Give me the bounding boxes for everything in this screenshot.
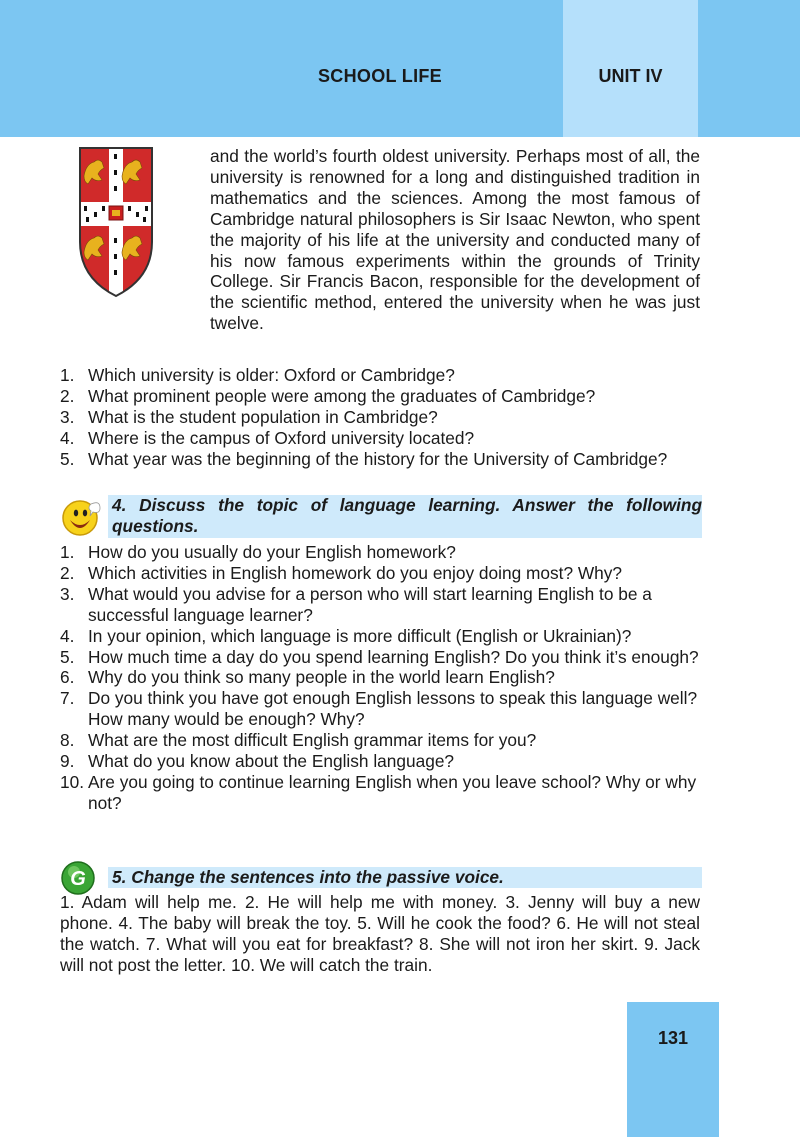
item-number: 2. [60, 562, 75, 583]
item-text: Which university is older: Oxford or Cambridge? [88, 365, 455, 385]
item-text: Are you going to continue learning English when you leave school? Why or why not? [88, 771, 697, 813]
item-number: 4. [60, 625, 75, 646]
list-item [60, 730, 700, 751]
grammar-g-icon [60, 860, 96, 896]
item-number: 6. [60, 667, 75, 688]
list-item [60, 647, 700, 668]
list-item [60, 626, 700, 647]
g-letter: G [70, 868, 86, 890]
item-number: 1. [60, 365, 75, 385]
list-item [60, 584, 700, 626]
list-item [60, 563, 700, 584]
list-item [60, 772, 700, 814]
passive-voice-sentences: 1. Adam will help me. 2. He will help me with money. 3. Jenny will buy a new phone. 4. The baby will break the toy. 5. Will he cook the food? 6. He will not steal the watch. 7. What will you eat for breakfast? 8. She will not iron her skirt. 9. Jack will not post the letter. 10. We will catch the train. [60, 892, 700, 975]
item-text: What prominent people were among the graduates of Cambridge? [88, 385, 596, 406]
item-text: Do you think you have got enough English lessons to speak this language well? How many would be enough? Why? [88, 688, 698, 730]
smiley-talk-icon [60, 496, 102, 538]
unit-tab [563, 0, 698, 137]
list-item [60, 365, 700, 386]
item-number: 3. [60, 583, 75, 604]
list-item [60, 542, 700, 563]
list-item [60, 407, 700, 428]
item-number: 7. [60, 688, 75, 709]
item-text: What would you advise for a person who will start learning English to be a successful language learner? [88, 583, 652, 625]
item-text: Where is the campus of Oxford university located? [88, 427, 475, 448]
item-number: 4. [60, 427, 75, 448]
list-item [60, 428, 700, 449]
item-number: 3. [60, 406, 75, 427]
item-number: 5. [60, 646, 75, 667]
item-text: How much time a day do you spend learning English? Do you think it’s enough? [88, 646, 699, 667]
item-text: How do you usually do your English homework? [88, 542, 456, 562]
list-item [60, 688, 700, 730]
list-item [60, 667, 700, 688]
task-5-title: 5. Change the sentences into the passive voice. [108, 867, 702, 888]
section-title: SCHOOL LIFE [318, 66, 442, 86]
list-item [60, 751, 700, 772]
cambridge-questions [60, 365, 700, 470]
language-questions [60, 542, 700, 814]
item-number: 5. [60, 448, 75, 469]
intro-paragraph [60, 146, 700, 334]
item-text: What do you know about the English language? [88, 751, 455, 772]
item-text: What is the student population in Cambridge? [88, 406, 438, 427]
task-4-title: 4. Discuss the topic of language learning. Answer the following questions. [108, 495, 702, 538]
item-text: What are the most difficult English grammar items for you? [88, 730, 537, 751]
item-number: 10. [60, 771, 85, 792]
list-item [60, 386, 700, 407]
item-text: In your opinion, which language is more difficult (English or Ukrainian)? [88, 625, 632, 646]
item-number: 8. [60, 730, 75, 751]
intro-text: and the world’s fourth oldest university. Perhaps most of all, the university is renowned for a long and distinguished tradition in mathematics and the sciences. Among the most famous of Cambridge natural philosophers is Sir Isaac Newton, who spent the majority of his life at the university and conducted many of his now famous experiments within the grounds of Trinity College. Sir Francis Bacon, responsible for the development of the scientific method, entered the university when he was just twelve. [210, 146, 700, 334]
list-item [60, 449, 700, 470]
item-number: 2. [60, 385, 75, 406]
item-text: Which activities in English homework do you enjoy doing most? Why? [88, 562, 623, 583]
item-number: 9. [60, 751, 75, 772]
item-number: 1. [60, 542, 75, 562]
item-text: Why do you think so many people in the world learn English? [88, 667, 555, 688]
page-number: 131 [657, 1028, 689, 1048]
page-header [0, 0, 800, 137]
page-number-tab [627, 1002, 719, 1137]
crest-spacer [60, 146, 210, 314]
unit-label: UNIT IV [598, 66, 663, 86]
item-text: What year was the beginning of the history for the University of Cambridge? [88, 448, 668, 469]
